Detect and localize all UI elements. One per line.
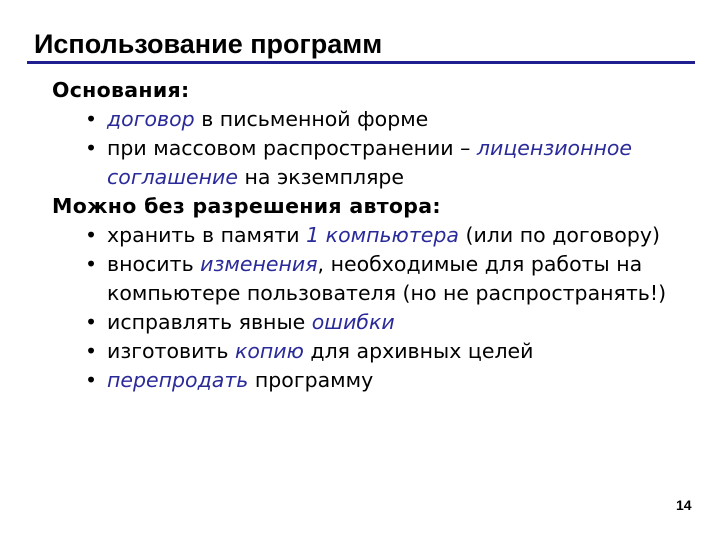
item-text: , необходимые для работы на компьютере пользователя (но не распространять!) xyxy=(107,252,667,305)
emphasis-text: ошибки xyxy=(311,310,395,334)
emphasis-text: 1 компьютера xyxy=(306,223,459,247)
emphasis-text: перепродать xyxy=(107,368,249,392)
emphasis-text: договор xyxy=(107,107,195,131)
bullet-icon: • xyxy=(85,107,98,131)
item-text: на экземпляре xyxy=(237,165,405,189)
item-text: в письменной форме xyxy=(194,107,429,131)
item-text: изготовить xyxy=(107,339,235,363)
list-item xyxy=(52,105,702,134)
list-item xyxy=(52,337,702,366)
emphasis-text: лицензионное соглашение xyxy=(107,136,633,189)
item-text: вносить xyxy=(107,252,201,276)
emphasis-text: изменения xyxy=(200,252,318,276)
section-heading-grounds: Основания: xyxy=(52,78,190,102)
slide-title: Использование программ xyxy=(34,29,383,59)
list-item xyxy=(52,221,702,250)
item-text: программу xyxy=(248,368,374,392)
page-number: 14 xyxy=(676,497,692,513)
bullet-icon: • xyxy=(85,368,98,392)
item-text: хранить в памяти xyxy=(107,223,307,247)
bullet-icon: • xyxy=(85,252,98,276)
item-text: при массовом распространении – xyxy=(107,136,477,160)
section-heading-allowed: Можно без разрешения автора: xyxy=(52,194,441,218)
slide-body xyxy=(52,76,702,395)
item-text: (или по договору) xyxy=(458,223,660,247)
list-item xyxy=(52,134,702,192)
item-text: исправлять явные xyxy=(107,310,312,334)
list-item xyxy=(52,308,702,337)
list-item xyxy=(52,366,702,395)
item-text: для архивных целей xyxy=(303,339,534,363)
bullet-icon: • xyxy=(85,310,98,334)
bullet-icon: • xyxy=(85,223,98,247)
bullet-icon: • xyxy=(85,339,98,363)
list-item xyxy=(52,250,702,308)
emphasis-text: копию xyxy=(234,339,304,363)
bullet-icon: • xyxy=(85,136,98,160)
title-divider xyxy=(27,61,695,64)
